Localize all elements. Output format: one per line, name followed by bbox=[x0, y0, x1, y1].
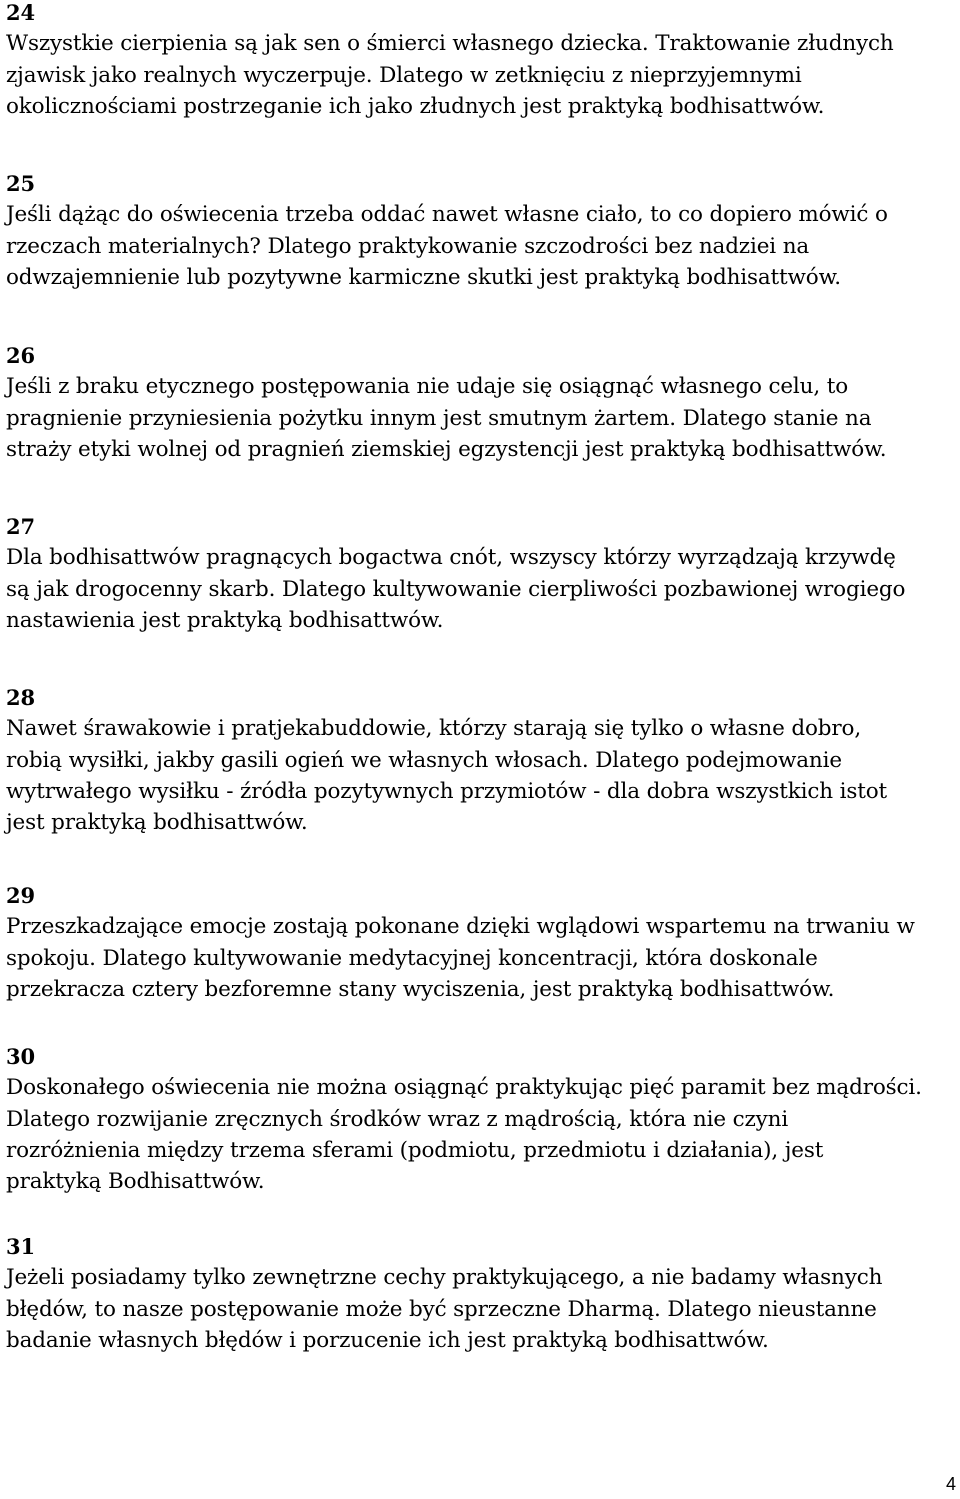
verse-text: Jeśli z braku etycznego postępowania nie udaje się osiągnąć własnego celu, to pragnienie przyniesienia pożytku innym jest smutnym żartem. Dlatego stanie na straży etyki wolnej od pragnień ziemskiej egzystencji jest praktyką bodhisattwów. bbox=[6, 374, 887, 462]
verse-number: 25 bbox=[6, 171, 35, 196]
verse-28 bbox=[6, 682, 887, 838]
verse-text: Jeśli dążąc do oświecenia trzeba oddać nawet własne ciało, to co dopiero mówić o rzeczach materialnych? Dlatego praktykowanie szczodrości bez nadziei na odwzajemnienie lub pozytywne karmiczne skutki jest praktyką bodhisattwów. bbox=[6, 202, 888, 290]
verse-26 bbox=[6, 340, 886, 465]
verse-number: 29 bbox=[6, 883, 35, 908]
verse-number: 28 bbox=[6, 685, 35, 710]
verse-text: Wszystkie cierpienia są jak sen o śmierci własnego dziecka. Traktowanie złudnych zjawisk jako realnych wyczerpuje. Dlatego w zetknięciu z nieprzyjemnymi okolicznościami postrzeganie ich jako złudnych jest praktyką bodhisattwów. bbox=[6, 31, 894, 119]
verse-30 bbox=[6, 1041, 922, 1197]
verse-number: 30 bbox=[6, 1044, 35, 1069]
verse-27 bbox=[6, 511, 905, 636]
verse-29 bbox=[6, 880, 915, 1005]
verse-text: Przeszkadzające emocje zostają pokonane dzięki wglądowi wspartemu na trwaniu w spokoju. Dlatego kultywowanie medytacyjnej koncentracji, która doskonale przekracza cztery bezforemne stany wyciszenia, jest praktyką bodhisattwów. bbox=[6, 914, 915, 1002]
verse-text: Jeżeli posiadamy tylko zewnętrzne cechy praktykującego, a nie badamy własnych błędów, to nasze postępowanie może być sprzeczne Dharmą. Dlatego nieustanne badanie własnych błędów i porzucenie ich jest praktyką bodhisattwów. bbox=[6, 1265, 883, 1353]
verse-number: 27 bbox=[6, 514, 35, 539]
verse-number: 24 bbox=[6, 0, 35, 25]
verse-31 bbox=[6, 1231, 882, 1356]
verse-number: 26 bbox=[6, 343, 35, 368]
verse-number: 31 bbox=[6, 1234, 35, 1259]
verse-text: Doskonałego oświecenia nie można osiągnąć praktykując pięć paramit bez mądrości. Dlatego rozwijanie zręcznych środków wraz z mądrością, która nie czyni rozróżnienia między trzema sferami (podmiotu, przedmiotu i działania), jest praktyką Bodhisattwów. bbox=[6, 1075, 922, 1195]
verse-text: Dla bodhisattwów pragnących bogactwa cnót, wszyscy którzy wyrządzają krzywdę są jak drogocenny skarb. Dlatego kultywowanie cierpliwości pozbawionej wrogiego nastawienia jest praktyką bodhisattwów. bbox=[6, 545, 906, 633]
page-number: 4 bbox=[945, 1474, 956, 1494]
verse-24 bbox=[6, 0, 894, 122]
verse-25 bbox=[6, 168, 888, 293]
verse-text: Nawet śrawakowie i pratjekabuddowie, którzy starają się tylko o własne dobro, robią wysiłki, jakby gasili ogień we własnych włosach. Dlatego podejmowanie wytrwałego wysiłku - źródła pozytywnych przymiotów - dla dobra wszystkich istot jest praktyką bodhisattwów. bbox=[6, 716, 888, 836]
